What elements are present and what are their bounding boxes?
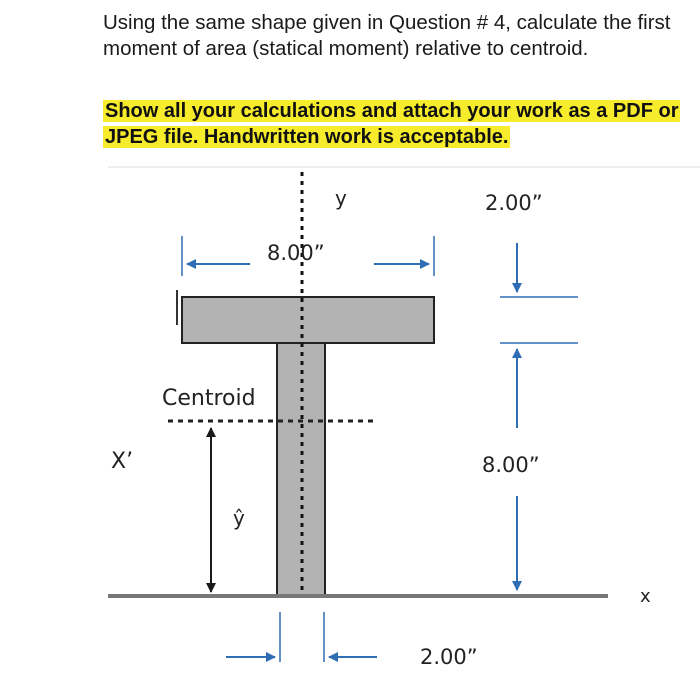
flange: [182, 297, 434, 343]
x-axis-label: x: [640, 586, 651, 607]
question-text: Using the same shape given in Question # 4, calculate the first moment of area (statical moment) relative to centroid.: [103, 11, 671, 60]
flange-thickness-label: 2.00”: [485, 191, 543, 215]
centroid-label: Centroid: [162, 386, 256, 411]
instructions-highlight: Show all your calculations and attach your work as a PDF or JPEG file. Handwritten work is acceptable.: [105, 100, 679, 148]
y-hat-label: ŷ: [233, 506, 245, 530]
separator-line: [108, 166, 700, 168]
web-height-label: 8.00”: [482, 453, 540, 477]
x-prime-label: X’: [111, 449, 134, 474]
flange-width-label: 8.00”: [267, 241, 325, 265]
web-width-label: 2.00”: [420, 645, 478, 669]
y-axis-label: y: [335, 186, 347, 210]
